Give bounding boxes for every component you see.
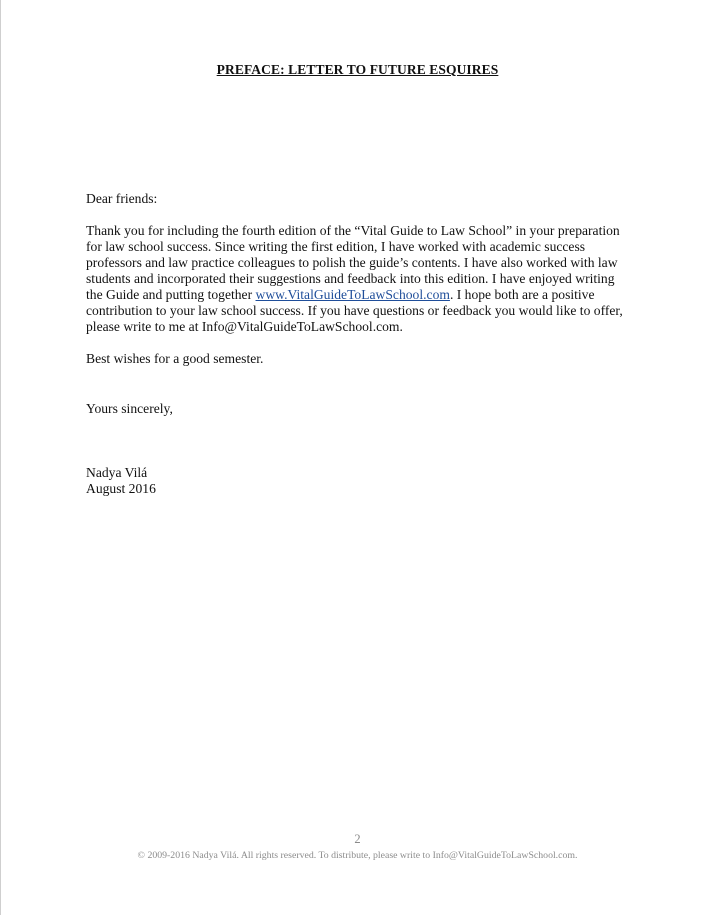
page-title: PREFACE: LETTER TO FUTURE ESQUIRES (216, 62, 499, 77)
paragraph-text-after-link: . I hope both are a positive contribution to your law school success. If you have questions or feedback you would like to offer, please write to me at Info@VitalGuideToLawSchool.com. (86, 287, 623, 334)
salutation: Dear friends: (86, 191, 158, 206)
signature-name: Nadya Vilá (86, 465, 148, 480)
page-number: 2 (354, 832, 361, 846)
signature-date: August 2016 (86, 481, 156, 496)
website-link[interactable]: www.VitalGuideToLawSchool.com (255, 287, 450, 302)
closing-wishes: Best wishes for a good semester. (86, 351, 264, 366)
closing-sincerely: Yours sincerely, (86, 401, 173, 416)
letter-paragraph (86, 223, 631, 335)
paragraph-text-before-link: Thank you for including the fourth edition of the “Vital Guide to Law School” in your preparation for law school success. Since writing the first edition, I have worked with academic success professors and law practice colleagues to polish the guide’s contents. I have also worked with law students and incorporated their suggestions and feedback into this edition. I have enjoyed writing the Guide and putting together (86, 223, 620, 302)
copyright-footer: © 2009-2016 Nadya Vilá. All rights reserved. To distribute, please write to Info@VitalGuideToLawSchool.com. (137, 850, 578, 861)
